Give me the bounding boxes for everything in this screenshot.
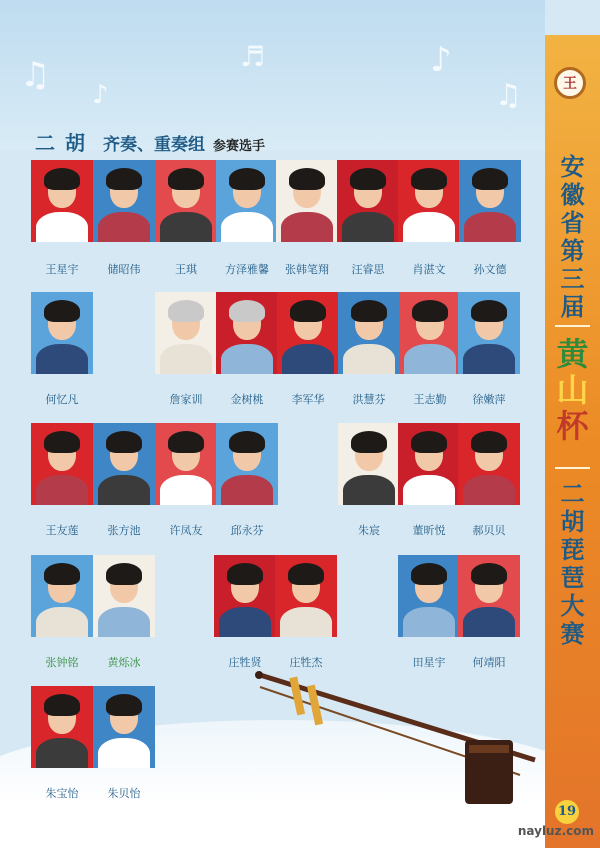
portrait-hair xyxy=(288,563,324,585)
portrait-body xyxy=(98,738,150,768)
contestant-photo xyxy=(459,160,521,242)
portrait-hair xyxy=(106,431,142,453)
portrait-body xyxy=(36,607,88,637)
contestant-photo xyxy=(275,555,337,637)
contestant-name: 朱贝怡 xyxy=(107,787,141,800)
portrait-body xyxy=(282,344,334,374)
portrait-body xyxy=(98,607,150,637)
competition-logo: 王 xyxy=(554,67,586,99)
contestant-name: 庄牲杰 xyxy=(289,656,323,669)
portrait-body xyxy=(463,344,515,374)
portrait-body xyxy=(343,344,395,374)
erhu-peg xyxy=(289,677,305,716)
portrait-body xyxy=(403,475,455,505)
portrait-body xyxy=(403,607,455,637)
contestant-photo xyxy=(31,292,93,374)
erhu-illustration xyxy=(255,665,545,815)
contestant-photo xyxy=(338,292,400,374)
portrait-hair xyxy=(351,300,387,322)
contestant-photo xyxy=(337,160,399,242)
portrait-body xyxy=(464,212,516,242)
portrait-body xyxy=(221,212,273,242)
contestant-photo xyxy=(93,423,155,505)
portrait-body xyxy=(98,475,150,505)
contestant-photo xyxy=(398,423,460,505)
music-note-icon: ♫ xyxy=(495,78,522,113)
portrait-hair xyxy=(44,694,80,716)
heading-suffix: 参赛选手 xyxy=(213,139,266,154)
portrait-body xyxy=(219,607,271,637)
portrait-body xyxy=(281,212,333,242)
contestant-name: 王星宇 xyxy=(45,263,79,276)
contestant-name: 何忆凡 xyxy=(45,393,79,406)
portrait-hair xyxy=(168,168,204,190)
contestant-name: 詹家训 xyxy=(169,393,203,406)
contestant-photo xyxy=(458,555,520,637)
contestant-photo xyxy=(31,423,93,505)
portrait-hair xyxy=(412,300,448,322)
contestant-photo xyxy=(31,160,93,242)
banner-divider xyxy=(555,467,590,469)
portrait-hair xyxy=(44,431,80,453)
contestant-name: 洪慧芬 xyxy=(352,393,386,406)
contestant-photo xyxy=(398,555,460,637)
portrait-body xyxy=(342,212,394,242)
contestant-name: 庄牲贤 xyxy=(228,656,262,669)
banner-divider xyxy=(555,325,590,327)
portrait-body xyxy=(463,607,515,637)
contestant-photo xyxy=(31,555,93,637)
portrait-hair xyxy=(471,431,507,453)
portrait-hair xyxy=(290,300,326,322)
side-banner xyxy=(545,35,600,848)
portrait-hair xyxy=(44,563,80,585)
contestant-photo xyxy=(214,555,276,637)
banner-title-top: 安徽省第三届 xyxy=(560,152,585,321)
contestant-photo xyxy=(277,292,339,374)
cup-char-2: 山 xyxy=(556,371,589,409)
contestant-name: 张钟铭 xyxy=(45,656,79,669)
music-note-icon: ♪ xyxy=(92,80,109,110)
contestant-name: 徐嫩萍 xyxy=(472,393,506,406)
portrait-hair xyxy=(351,431,387,453)
portrait-hair xyxy=(411,563,447,585)
contestant-name: 肖湛文 xyxy=(412,263,446,276)
portrait-hair xyxy=(106,168,142,190)
music-note-icon: ♫ xyxy=(20,55,51,95)
portrait-hair xyxy=(411,431,447,453)
contestant-name: 王志勤 xyxy=(413,393,447,406)
portrait-body xyxy=(221,344,273,374)
contestant-name: 孙文德 xyxy=(473,263,507,276)
portrait-hair xyxy=(106,563,142,585)
contestant-name: 董昕悦 xyxy=(412,524,446,537)
contestant-name: 张韩笔翔 xyxy=(285,263,329,276)
contestant-name: 王友莲 xyxy=(45,524,79,537)
erhu-tip xyxy=(255,671,263,679)
portrait-hair xyxy=(229,431,265,453)
portrait-hair xyxy=(44,300,80,322)
section-heading xyxy=(35,127,265,155)
portrait-hair xyxy=(471,300,507,322)
contestant-photo xyxy=(398,160,460,242)
contestant-name: 汪睿思 xyxy=(351,263,385,276)
portrait-hair xyxy=(289,168,325,190)
contestant-photo xyxy=(216,160,278,242)
portrait-body xyxy=(280,607,332,637)
contestant-name: 张方池 xyxy=(107,524,141,537)
portrait-hair xyxy=(168,431,204,453)
contestant-name: 王琪 xyxy=(175,263,197,276)
banner-title-bottom: 二胡琵琶大赛 xyxy=(560,479,585,648)
portrait-body xyxy=(36,738,88,768)
portrait-hair xyxy=(106,694,142,716)
portrait-body xyxy=(36,344,88,374)
portrait-body xyxy=(160,475,212,505)
contestant-photo xyxy=(155,423,217,505)
erhu-body-band xyxy=(469,745,509,753)
portrait-hair xyxy=(229,168,265,190)
contestant-name: 邱永芬 xyxy=(230,524,264,537)
music-note-icon: ♪ xyxy=(430,40,452,80)
contestant-photo xyxy=(155,292,217,374)
contestant-photo xyxy=(216,423,278,505)
portrait-body xyxy=(36,475,88,505)
cup-char-1: 黄 xyxy=(556,335,589,373)
contestant-name: 朱宸 xyxy=(358,524,380,537)
contestant-photo xyxy=(155,160,217,242)
portrait-hair xyxy=(350,168,386,190)
contestant-name: 朱宝怡 xyxy=(45,787,79,800)
watermark: nayluz.com xyxy=(517,824,594,838)
contestant-name: 金树桃 xyxy=(230,393,264,406)
portrait-body xyxy=(98,212,150,242)
portrait-hair xyxy=(168,300,204,322)
portrait-hair xyxy=(472,168,508,190)
portrait-body xyxy=(221,475,273,505)
contestant-photo xyxy=(458,423,520,505)
contestant-photo xyxy=(458,292,520,374)
contestant-name: 黄烁冰 xyxy=(107,656,141,669)
contestant-name: 许凤友 xyxy=(169,524,203,537)
portrait-body xyxy=(463,475,515,505)
portrait-body xyxy=(160,344,212,374)
contestant-name: 储昭伟 xyxy=(107,263,141,276)
portrait-hair xyxy=(471,563,507,585)
contestant-photo xyxy=(31,686,93,768)
portrait-body xyxy=(343,475,395,505)
erhu-peg xyxy=(307,685,323,726)
contestant-photo xyxy=(93,686,155,768)
portrait-body xyxy=(160,212,212,242)
portrait-body xyxy=(36,212,88,242)
music-note-icon: ♬ xyxy=(240,40,266,73)
contestant-name: 田星宇 xyxy=(412,656,446,669)
contestant-name: 李军华 xyxy=(291,393,325,406)
portrait-body xyxy=(404,344,456,374)
portrait-hair xyxy=(44,168,80,190)
heading-group: 齐奏、重奏组 xyxy=(103,135,205,155)
contestant-name: 郝贝贝 xyxy=(472,524,506,537)
page-number: 19 xyxy=(555,800,579,824)
cup-char-3: 杯 xyxy=(556,407,589,445)
portrait-body xyxy=(403,212,455,242)
contestant-photo xyxy=(338,423,400,505)
contestant-name: 方泽雅馨 xyxy=(225,263,269,276)
contestant-photo xyxy=(276,160,338,242)
heading-instrument: 二胡 xyxy=(35,131,95,155)
contestant-photo xyxy=(93,160,155,242)
portrait-hair xyxy=(229,300,265,322)
contestant-photo xyxy=(216,292,278,374)
portrait-hair xyxy=(227,563,263,585)
contestant-name: 何靖阳 xyxy=(472,656,506,669)
contestant-photo xyxy=(93,555,155,637)
portrait-hair xyxy=(411,168,447,190)
contestant-photo xyxy=(399,292,461,374)
